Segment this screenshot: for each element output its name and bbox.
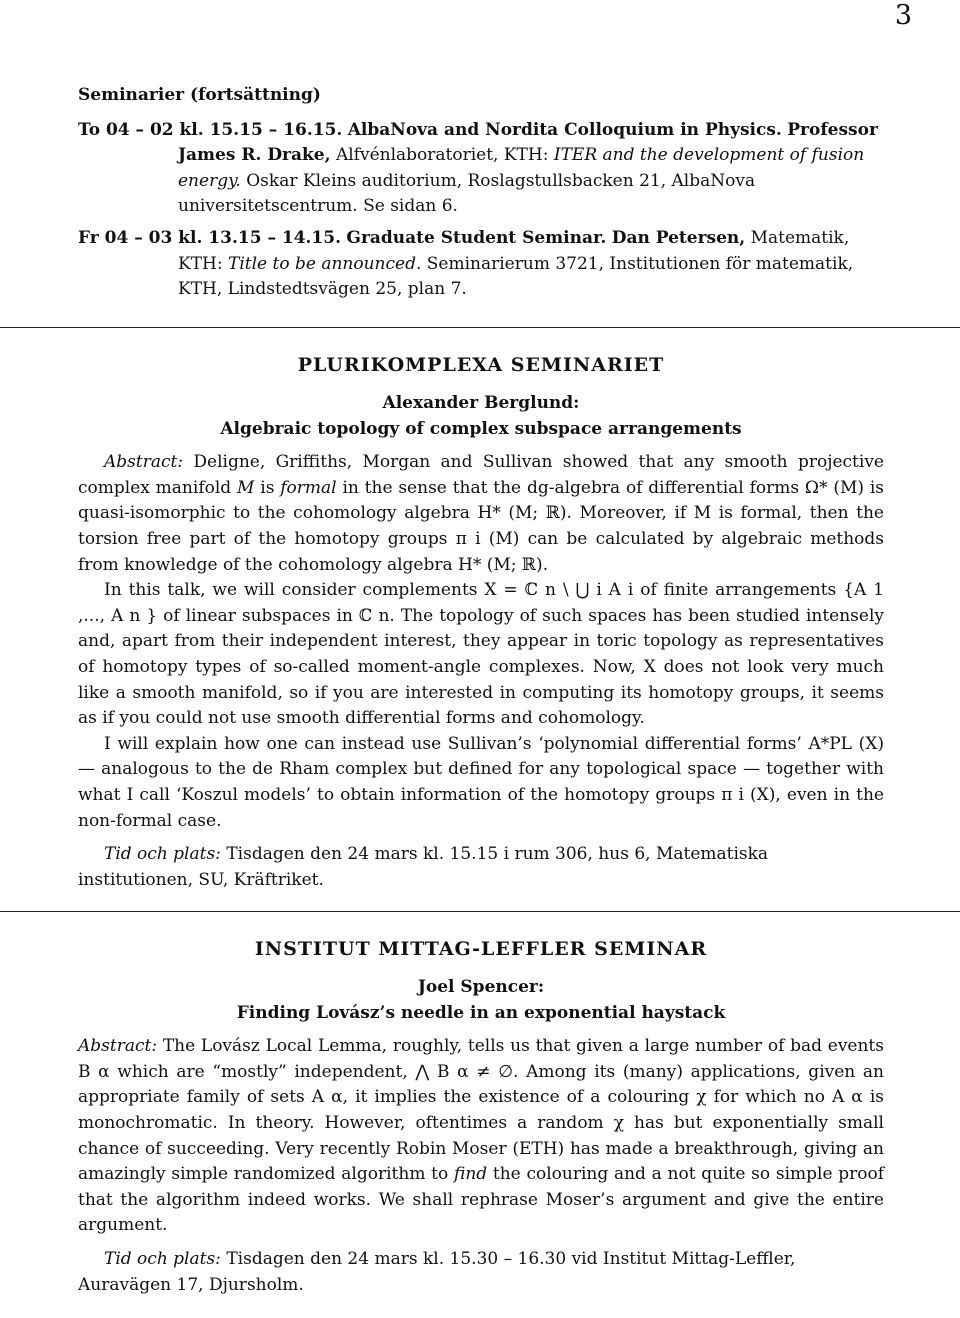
abstract-text: Deligne, Griffiths, Morgan and Sullivan showed that any smooth projective complex manifold bbox=[78, 452, 884, 498]
event-series: Graduate Student Seminar. bbox=[346, 227, 607, 248]
event-speaker: Dan Petersen, bbox=[611, 227, 746, 248]
time-and-place bbox=[78, 842, 884, 893]
abstract-text: M bbox=[237, 477, 255, 498]
seminar-plurikomplexa bbox=[78, 352, 884, 893]
seminar-heading: PLURIKOMPLEXA SEMINARIET bbox=[297, 354, 665, 376]
place-label: Tid och plats: bbox=[104, 1248, 221, 1269]
event-entry bbox=[78, 118, 884, 220]
time-and-place bbox=[78, 1247, 884, 1298]
event-entry bbox=[78, 226, 884, 303]
section-heading: Seminarier (fortsättning) bbox=[78, 85, 321, 105]
event-speaker: Professor James R. Drake, bbox=[178, 119, 878, 166]
talk-title: Algebraic topology of complex subspace arrangements bbox=[220, 418, 742, 439]
abstract-paragraph: I will explain how one can instead use Sullivan’s ‘polynomial differential forms’ A*PL (X) — analogous to the de Rham complex but defined for any topological space — together with what I call ‘Koszul models’ to obtain information of the homotopy groups π i (X), even in the non-formal case. bbox=[78, 733, 884, 831]
abstract-label: Abstract: bbox=[104, 452, 184, 473]
abstract-label: Abstract: bbox=[78, 1036, 158, 1057]
page-number: 3 bbox=[894, 0, 912, 31]
abstract-paragraph bbox=[78, 1034, 884, 1239]
talk-title: Finding Lovász’s needle in an exponential haystack bbox=[236, 1002, 726, 1023]
event-place: Oskar Kleins auditorium, Roslagstullsbacken 21, AlbaNova universitetscentrum. Se sidan 6. bbox=[178, 170, 756, 217]
abstract-text: is bbox=[254, 477, 281, 498]
event-affiliation: Alfvénlaboratoriet, KTH: bbox=[335, 145, 549, 166]
seminar-heading: INSTITUT MITTAG-LEFFLER SEMINAR bbox=[254, 938, 708, 960]
continued-seminars bbox=[78, 83, 884, 303]
event-time: To 04 – 02 kl. 15.15 – 16.15. bbox=[78, 119, 343, 140]
event-place: Seminarierum 3721, Institutionen för matematik, KTH, Lindstedtsvägen 25, plan 7. bbox=[178, 253, 854, 300]
seminar-mittag-leffler bbox=[78, 936, 884, 1298]
speaker-name: Joel Spencer: bbox=[417, 977, 545, 997]
section-divider bbox=[0, 327, 960, 328]
event-series: AlbaNova and Nordita Colloquium in Physics. bbox=[347, 119, 782, 140]
event-affiliation: Matematik, KTH: bbox=[178, 227, 850, 274]
place-text: Tisdagen den 24 mars kl. 15.15 i rum 306, hus 6, Matematiska institutionen, SU, Kräftriket. bbox=[78, 844, 769, 890]
place-text: Tisdagen den 24 mars kl. 15.30 – 16.30 vid Institut Mittag-Leffler, Auravägen 17, Djursholm. bbox=[78, 1248, 796, 1295]
abstract-text: The Lovász Local Lemma, roughly, tells us that given a large number of bad events B α which are “mostly” independent, ⋀ B α ≠ ∅. Among its (many) applications, given an appropriate family of sets A α, it implies the existence of a colouring χ for which no A α is monochromatic. In theory. However, oftentimes a random χ has but exponentially small chance of succeeding. Very recently Robin Moser (ETH) has made a breakthrough, giving an amazingly simple randomized algorithm to bbox=[78, 1036, 884, 1185]
section-divider bbox=[0, 911, 960, 912]
abstract-text: in the sense that the dg-algebra of differential forms Ω* (M) is quasi-isomorphic to the cohomology algebra H* (M; ℝ). Moreover, if M is formal, then the torsion free part of the homotopy groups π i (M) can be calculated by algebraic methods from knowledge of the cohomology algebra H* (M; ℝ). bbox=[78, 477, 884, 575]
event-title: ITER and the development of fusion energy. bbox=[178, 145, 865, 191]
abstract-paragraph: In this talk, we will consider complements X = ℂ n \ ⋃ i A i of finite arrangements {A 1 ,..., A n } of linear subspaces in ℂ n. The topology of such spaces has been studied intensely and, apart from their independent interest, they appear in toric topology as representatives of homotopy types of so-called moment-angle complexes. Now, X does not look very much like a smooth manifold, so if you are interested in computing its homotopy groups, it seems as if you could not use smooth differential forms and cohomology. bbox=[78, 580, 884, 729]
abstract-emphasis: formal bbox=[280, 477, 337, 498]
abstract-text: the colouring and a not quite so simple proof that the algorithm indeed works. We shall rephrase Moser’s argument and give the entire argument. bbox=[78, 1164, 885, 1236]
speaker-name: Alexander Berglund: bbox=[382, 393, 580, 413]
abstract-paragraph bbox=[78, 450, 884, 578]
abstract-emphasis: find bbox=[453, 1164, 488, 1185]
event-title: Title to be announced. bbox=[228, 253, 422, 274]
event-time: Fr 04 – 03 kl. 13.15 – 14.15. bbox=[78, 227, 342, 248]
place-label: Tid och plats: bbox=[104, 844, 221, 865]
